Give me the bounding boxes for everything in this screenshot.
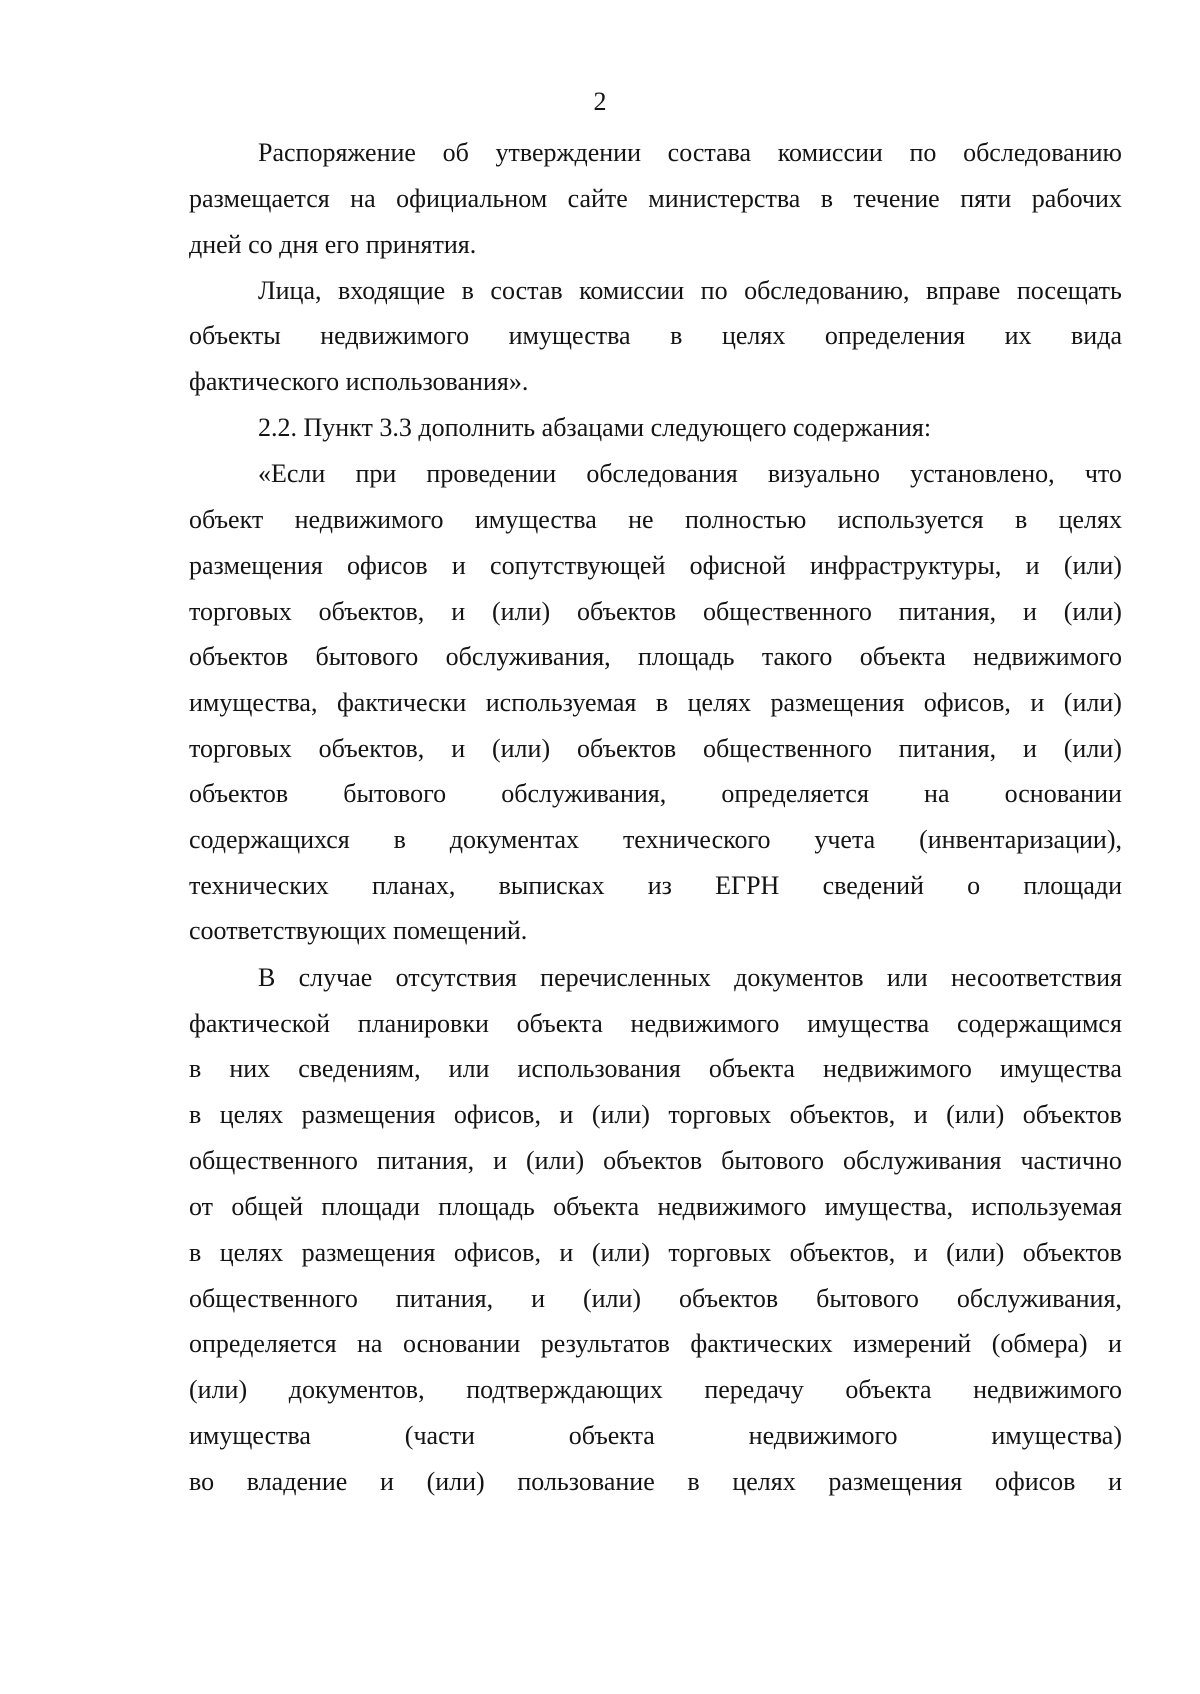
word: сведениям, (298, 1054, 421, 1083)
text-line (258, 458, 1122, 490)
word: сведений (822, 871, 924, 900)
word: полностью (684, 505, 807, 534)
word: недвижимого (630, 1009, 780, 1038)
word: площади (1023, 871, 1122, 900)
word: (или) (491, 734, 551, 763)
word: общественного (703, 734, 872, 763)
word: обслуживания, (445, 642, 611, 671)
word: имущества (508, 321, 631, 350)
word: планировки (357, 1009, 489, 1038)
word: объектов (576, 597, 677, 626)
word: офисов, (453, 1100, 541, 1129)
word: целях (687, 688, 751, 717)
word: (или) (946, 1100, 1005, 1129)
word: имущества (474, 505, 597, 534)
word: недвижимого (823, 1054, 972, 1083)
word: результатов (540, 1329, 670, 1358)
word: площадь (438, 1192, 535, 1221)
word: ЕГРН (715, 871, 780, 900)
word: в (687, 1467, 700, 1496)
word: объекта (845, 1375, 932, 1404)
word: по (700, 276, 728, 305)
word: и (1107, 1329, 1122, 1358)
word: недвижимого (973, 642, 1122, 671)
text-line: фактического использования». (189, 367, 529, 396)
word: от (189, 1192, 214, 1221)
word: течение (853, 184, 940, 213)
word: объектов (603, 1146, 703, 1175)
word: обслуживания, (501, 779, 667, 808)
word: в (670, 321, 683, 350)
word: комиссии (777, 138, 883, 167)
word: об (442, 138, 469, 167)
word: фактических (690, 1329, 833, 1358)
word: целях (1058, 505, 1122, 534)
text-line (258, 275, 1122, 307)
word: (или) (1063, 597, 1122, 626)
text-line (189, 320, 1122, 352)
word: посещать (1016, 276, 1122, 305)
word: офисов, (923, 688, 1011, 717)
word: выписках (498, 871, 605, 900)
word: объекта (568, 1421, 655, 1450)
word: торговых (668, 1238, 772, 1267)
word: в (655, 688, 669, 717)
word: обслуживания (842, 1146, 1002, 1175)
word: размещается (189, 184, 330, 213)
word: размещения (828, 1467, 963, 1496)
word: в (189, 1054, 202, 1083)
word: (или) (591, 1238, 650, 1267)
word: перечисленных (540, 963, 711, 992)
word: содержащимся (956, 1009, 1122, 1038)
word: во (189, 1467, 215, 1496)
text-line (189, 1283, 1122, 1315)
word: торговых (189, 597, 292, 626)
word: о (967, 871, 981, 900)
word: установлено, (910, 459, 1055, 488)
word: питания, (395, 1284, 494, 1313)
word: общественного (189, 1146, 358, 1175)
word: передачу (704, 1375, 804, 1404)
word: объекта (553, 1192, 640, 1221)
word: бытового (343, 779, 447, 808)
text-line (189, 1466, 1122, 1498)
word: учета (814, 825, 876, 854)
word: имущества, (824, 1192, 954, 1221)
word: состав (490, 276, 563, 305)
word: сопутствующей (490, 551, 666, 580)
word: питания, (898, 597, 997, 626)
word: в (189, 1238, 202, 1267)
word: технического (622, 825, 771, 854)
word: проведении (426, 459, 557, 488)
word: (или) (1063, 688, 1122, 717)
word: вправе (925, 276, 1001, 305)
word: имущества (999, 1054, 1122, 1083)
word: на (357, 1329, 383, 1358)
word: бытового (315, 642, 419, 671)
text-line (189, 687, 1122, 719)
word: и (1022, 597, 1037, 626)
word: и (1030, 688, 1045, 717)
word: документов (734, 963, 864, 992)
word: целях (219, 1238, 284, 1267)
word: инфраструктуры, (810, 551, 1002, 580)
word: их (1004, 321, 1032, 350)
word: размещения (770, 688, 905, 717)
word: них (229, 1054, 271, 1083)
word: размещения (301, 1238, 436, 1267)
word: состава (667, 138, 752, 167)
word: общественного (189, 1284, 358, 1313)
word: не (628, 505, 654, 534)
text-line (189, 1053, 1122, 1085)
word: основании (1004, 779, 1122, 808)
word: определяется (721, 779, 869, 808)
word: (или) (1063, 734, 1122, 763)
word: комиссии (579, 276, 685, 305)
word: пяти (960, 184, 1012, 213)
word: утверждении (495, 138, 642, 167)
word: бытового (816, 1284, 919, 1313)
word: несоответствия (950, 963, 1122, 992)
word: в (820, 184, 834, 213)
text-line (258, 962, 1122, 994)
word: используемая (971, 1192, 1122, 1221)
word: (или) (426, 1467, 485, 1496)
word: (или) (1063, 551, 1122, 580)
word: целях (219, 1100, 284, 1129)
text-line (189, 1191, 1122, 1223)
word: питания, (376, 1146, 475, 1175)
word: (или) (582, 1284, 642, 1313)
word: отсутствия (395, 963, 517, 992)
word: и (451, 597, 466, 626)
word: (или) (591, 1100, 650, 1129)
word: объектов (189, 642, 289, 671)
text-line: дней со дня его принятия. (189, 230, 477, 259)
word: (части (404, 1421, 475, 1450)
word: при (355, 459, 397, 488)
word: документов, (288, 1375, 425, 1404)
word: в (1014, 505, 1028, 534)
word: Распоряжение (258, 138, 416, 167)
word: и (493, 1146, 508, 1175)
word: Лица, (258, 276, 322, 305)
word: из (647, 871, 672, 900)
word: объекты (189, 321, 281, 350)
text-line (189, 1008, 1122, 1040)
word: на (924, 779, 950, 808)
word: В (258, 963, 276, 992)
text-line: соответствующих помещений. (189, 916, 528, 945)
word: рабочих (1031, 184, 1122, 213)
text-line (189, 778, 1122, 810)
word: недвижимого (973, 1375, 1122, 1404)
text-line (189, 824, 1122, 856)
word: случае (298, 963, 373, 992)
word: офисов (347, 551, 428, 580)
word: использования (517, 1054, 681, 1083)
word: по (909, 138, 937, 167)
word: определения (824, 321, 966, 350)
word: (или) (946, 1238, 1005, 1267)
word: объекта (859, 642, 946, 671)
word: торговых (668, 1100, 772, 1129)
word: имущества, (189, 688, 318, 717)
word: что (1084, 459, 1122, 488)
text-line (189, 1145, 1122, 1177)
word: министерства (648, 184, 801, 213)
word: офисов (994, 1467, 1076, 1496)
word: планах, (371, 871, 456, 900)
word: (обмера) (991, 1329, 1088, 1358)
word: «Если (258, 459, 326, 488)
word: объект (189, 505, 264, 534)
word: питания, (898, 734, 997, 763)
text-line (189, 550, 1122, 582)
word: (инвентаризации), (919, 825, 1122, 854)
word: объекта (708, 1054, 795, 1083)
word: такого (761, 642, 833, 671)
word: подтверждающих (466, 1375, 663, 1404)
word: и (913, 1238, 928, 1267)
word: объектов, (318, 597, 425, 626)
word: общественного (703, 597, 872, 626)
word: имущества (807, 1009, 930, 1038)
word: или (448, 1054, 490, 1083)
word: объектов, (789, 1100, 896, 1129)
word: (или) (189, 1375, 248, 1404)
text-line (189, 504, 1122, 536)
word: визуально (767, 459, 880, 488)
word: сайте (567, 184, 628, 213)
word: используется (837, 505, 984, 534)
word: обследования (586, 459, 738, 488)
word: и (1022, 734, 1037, 763)
word: на (350, 184, 376, 213)
word: и (451, 734, 466, 763)
text-line (189, 1420, 1122, 1452)
word: (или) (491, 597, 551, 626)
word: пользование (517, 1467, 655, 1496)
word: и (451, 551, 466, 580)
word: объекта (516, 1009, 603, 1038)
word: или (886, 963, 928, 992)
text-line (189, 183, 1122, 215)
text-line (189, 1099, 1122, 1131)
word: в (393, 825, 406, 854)
word: объектов (1022, 1100, 1122, 1129)
word: недвижимого (320, 321, 470, 350)
word: и (559, 1100, 574, 1129)
word: измерений (853, 1329, 972, 1358)
word: объектов, (789, 1238, 896, 1267)
word: владение (246, 1467, 348, 1496)
word: целях (721, 321, 786, 350)
word: технических (189, 871, 329, 900)
word: обследованию, (744, 276, 910, 305)
word: обслуживания, (956, 1284, 1122, 1313)
word: документах (449, 825, 580, 854)
word: общей (231, 1192, 304, 1221)
word: частично (1020, 1146, 1122, 1175)
word: используемая (485, 688, 637, 717)
word: официальном (396, 184, 548, 213)
word: офисной (689, 551, 786, 580)
word: вида (1071, 321, 1122, 350)
text-line (189, 596, 1122, 628)
word: и (559, 1238, 574, 1267)
text-line (189, 1374, 1122, 1406)
word: содержащихся (189, 825, 350, 854)
word: недвижимого (657, 1192, 807, 1221)
word: площадь (637, 642, 735, 671)
word: основании (402, 1329, 521, 1358)
word: входящие (337, 276, 446, 305)
word: (или) (525, 1146, 585, 1175)
word: бытового (721, 1146, 825, 1175)
text-line (258, 137, 1122, 169)
word: обследованию (963, 138, 1122, 167)
word: в (189, 1100, 202, 1129)
word: имущества (189, 1421, 311, 1450)
word: объектов (1022, 1238, 1122, 1267)
word: фактически (336, 688, 467, 717)
word: и (1108, 1467, 1122, 1496)
word: недвижимого (294, 505, 444, 534)
page-number: 2 (593, 87, 607, 116)
text-line (189, 1328, 1122, 1360)
word: офисов, (453, 1238, 541, 1267)
word: недвижимого (748, 1421, 898, 1450)
word: и (531, 1284, 545, 1313)
word: определяется (189, 1329, 337, 1358)
word: и (380, 1467, 394, 1496)
word: фактической (189, 1009, 330, 1038)
word: размещения (301, 1100, 436, 1129)
word: и (1025, 551, 1040, 580)
word: целях (732, 1467, 796, 1496)
word: и (913, 1100, 928, 1129)
word: объектов (189, 779, 289, 808)
word: объектов, (318, 734, 425, 763)
word: объектов (679, 1284, 779, 1313)
text-line (189, 870, 1122, 902)
word: торговых (189, 734, 292, 763)
text-line (189, 733, 1122, 765)
text-line (189, 641, 1122, 673)
word: в (461, 276, 474, 305)
word: размещения (189, 551, 323, 580)
word: площади (321, 1192, 420, 1221)
text-line (189, 1237, 1122, 1269)
word: имущества) (991, 1421, 1122, 1450)
text-line: 2.2. Пункт 3.3 дополнить абзацами следующего содержания: (258, 413, 932, 442)
word: объектов (576, 734, 677, 763)
